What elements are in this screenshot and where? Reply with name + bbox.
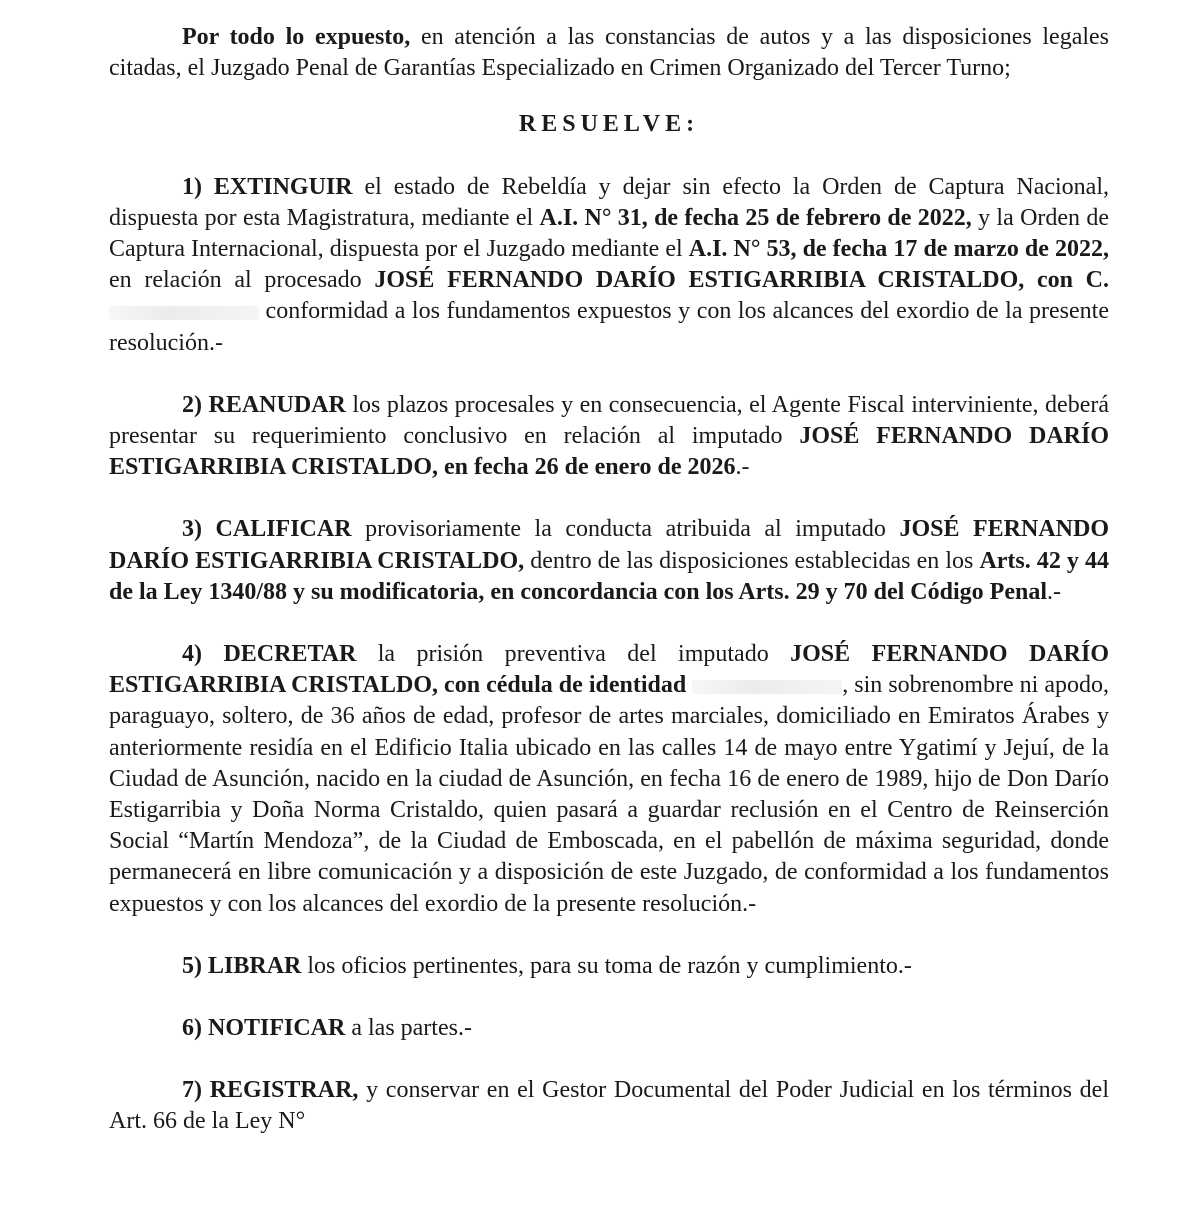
clause-2-text-a: los plazos procesales y en consecuencia, el Agente Fiscal interviniente, deberá presentar su requerimiento conclusivo en relación al imputado: [109, 391, 1109, 450]
clause-5-verb: LIBRAR: [208, 952, 302, 979]
clause-5-number: 5): [182, 952, 202, 979]
clause-4-text-b: , sin sobrenombre ni apodo, paraguayo, soltero, de 36 años de edad, profesor de artes marciales, domiciliado en Emiratos Árabes y anteriormente residía en el Edificio Italia ubicado en las calles 14 de mayo entre Ygatimí y Jejuí, de la Ciudad de Asunción, nacido en la ciudad de Asunción, en fecha 16 de enero de 1989, hijo de Don Darío Estigarribia y Doña Norma Cristaldo, quien pasará a guardar reclusión en el Centro de Reinserción Social “Martín Mendoza”, de la Ciudad de Emboscada, en el pabellón de máxima seguridad, donde permanecerá en libre comunicación y a disposición de este Juzgado, de conformidad a los fundamentos expuestos y con los alcances del exordio de la presente resolución.-: [109, 672, 1110, 917]
clause-4: [109, 639, 1109, 920]
intro-lead: Por todo lo expuesto,: [182, 24, 411, 50]
clause-7-text: y conservar en el Gestor Documental del Poder Judicial en los términos del Art. 66 de la Ley N°: [109, 1077, 1109, 1135]
clause-4-verb: DECRETAR: [223, 641, 357, 668]
intro-text: en atención a las constancias de autos y a las disposiciones legales citadas, el Juzgado Penal de Garantías Especializado en Crimen Organizado del Tercer Turno;: [109, 24, 1109, 82]
clause-2: [109, 390, 1109, 484]
clause-2-defendant: JOSÉ FERNANDO DARÍO ESTIGARRIBIA CRISTALDO, en fecha 26 de enero de 2026: [109, 423, 1110, 481]
redacted-cedula: [692, 680, 842, 694]
intro-paragraph: [109, 22, 1109, 84]
clause-1: [109, 172, 1109, 359]
clause-3-number: 3): [182, 516, 202, 543]
clause-1-verb: EXTINGUIR: [213, 173, 353, 200]
clause-4-number: 4): [182, 641, 202, 668]
clause-3-text-a: provisoriamente la conducta atribuida al imputado: [351, 516, 900, 543]
clause-1-text-a: el estado de Rebeldía y dejar sin efecto la Orden de Captura Nacional, dispuesta por esta Magistratura, mediante el: [109, 173, 1109, 231]
clause-3-verb: CALIFICAR: [215, 516, 352, 543]
clause-1-defendant: JOSÉ FERNANDO DARÍO ESTIGARRIBIA CRISTALDO, con C.: [374, 267, 1109, 294]
clause-3: [109, 514, 1109, 608]
clause-4-text-a: la prisión preventiva del imputado: [356, 641, 791, 668]
clause-3-defendant: JOSÉ FERNANDO DARÍO ESTIGARRIBIA CRISTALDO,: [109, 516, 1109, 574]
clause-1-number: 1): [182, 173, 202, 200]
clause-6: [109, 1013, 1109, 1044]
clause-4-defendant: JOSÉ FERNANDO DARÍO ESTIGARRIBIA CRISTALDO, con cédula de identidad: [109, 641, 1110, 699]
clause-7: [109, 1075, 1109, 1137]
clause-7-verb: REGISTRAR,: [209, 1077, 359, 1104]
clause-1-text-c: en relación al procesado: [109, 267, 375, 294]
redacted-id: [109, 306, 259, 320]
clause-2-number: 2): [182, 391, 202, 418]
clause-1-text-b: y la Orden de Captura Internacional, dispuesta por el Juzgado mediante el: [109, 204, 1110, 263]
clause-3-text-c: .-: [1046, 578, 1061, 605]
clause-2-text-b: .-: [735, 454, 750, 481]
clause-5: [109, 951, 1109, 982]
clause-1-text-d: conformidad a los fundamentos expuestos y con los alcances del exordio de la presente resolución.-: [109, 298, 1109, 356]
clause-1-ref-b: A.I. N° 53, de fecha 17 de marzo de 2022,: [688, 236, 1109, 263]
clause-5-text: los oficios pertinentes, para su toma de razón y cumplimiento.-: [301, 952, 912, 979]
clause-3-text-b: dentro de las disposiciones establecidas en los: [524, 547, 980, 574]
resolution-heading: RESUELVE:: [518, 111, 700, 138]
clause-7-number: 7): [182, 1077, 202, 1104]
resolution-text: [109, 22, 1109, 1138]
clause-6-verb: NOTIFICAR: [208, 1015, 346, 1042]
clause-2-verb: REANUDAR: [208, 391, 346, 418]
clause-1-ref-a: A.I. N° 31, de fecha 25 de febrero de 2022,: [539, 204, 972, 231]
clause-3-articles: Arts. 42 y 44 de la Ley 1340/88 y su modificatoria, en concordancia con los Arts. 29 y 70 del Código Penal: [109, 547, 1110, 605]
clause-6-number: 6): [182, 1015, 202, 1042]
clause-6-text: a las partes.-: [345, 1015, 472, 1042]
